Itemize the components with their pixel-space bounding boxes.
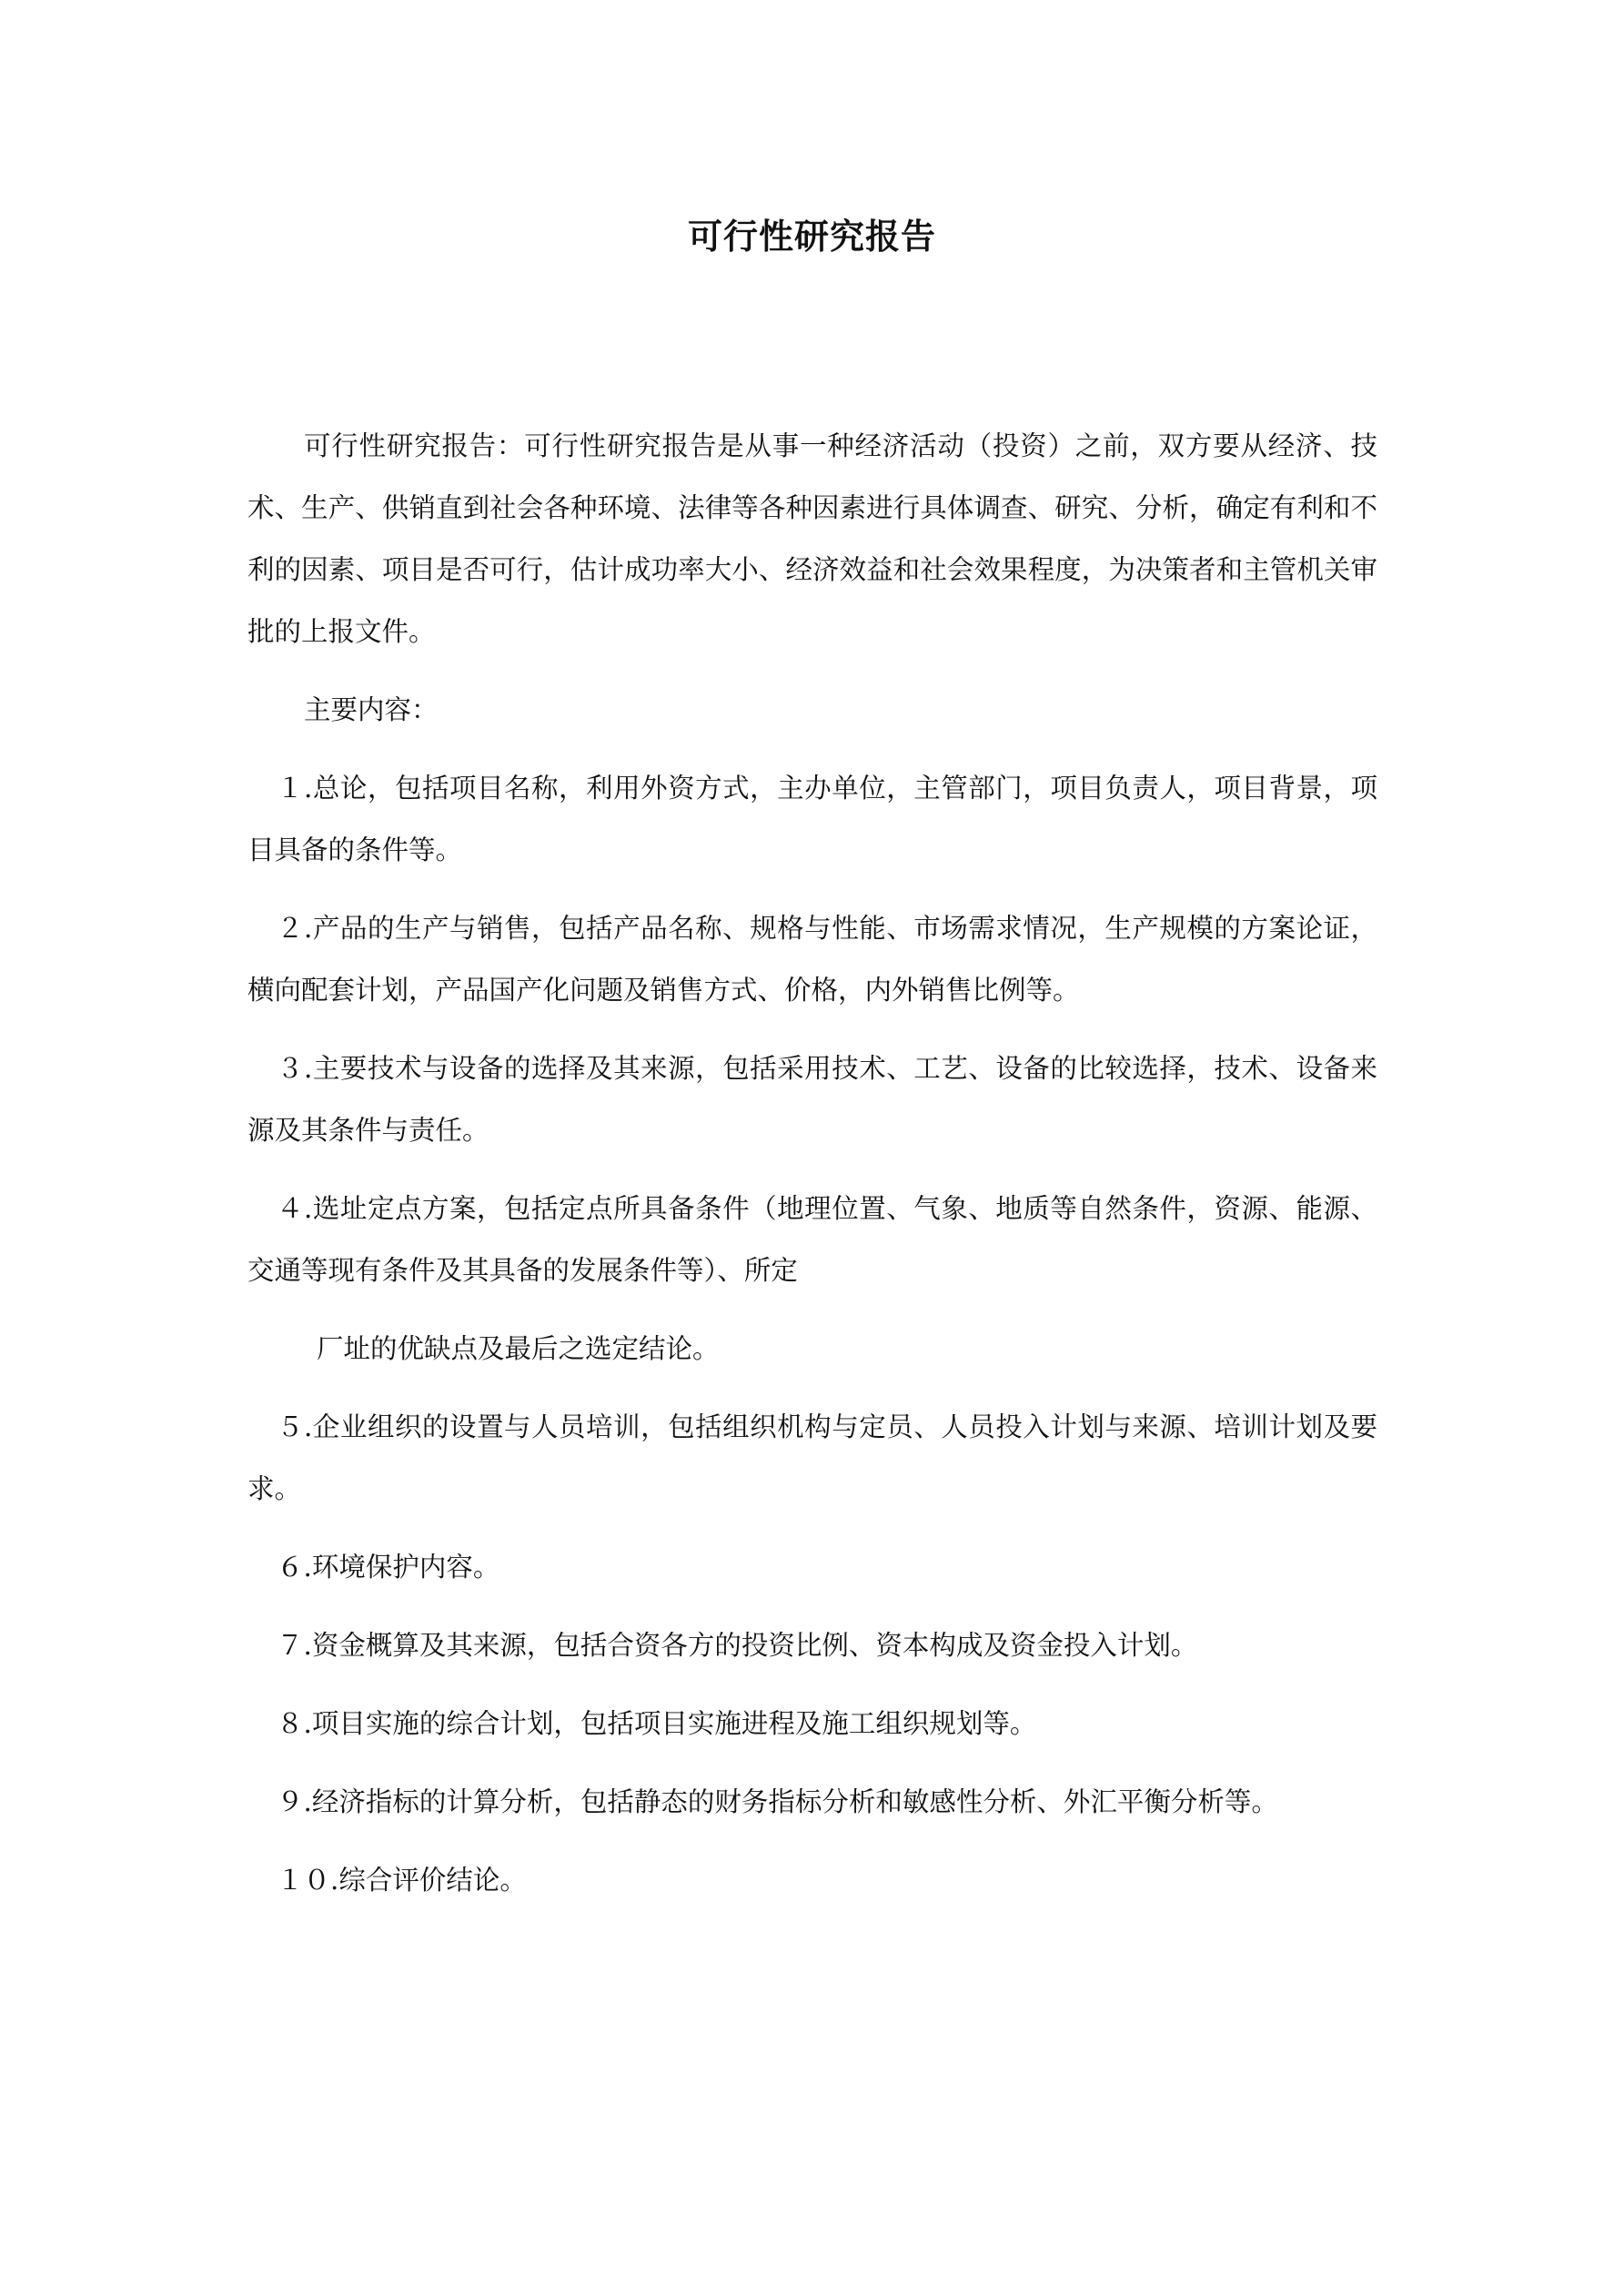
document-title: 可行性研究报告	[687, 217, 936, 257]
list-item-2: ２.产品的生产与销售，包括产品名称、规格与性能、市场需求情况，生产规模的方案论证，横向配套计划，产品国产化问题及销售方式、价格，内外销售比例等。	[247, 913, 1377, 1006]
list-item-10: １０.综合评价结论。	[277, 1865, 527, 1896]
list-item-4: ４.选址定点方案，包括定点所具备条件（地理位置、气象、地质等自然条件，资源、能源、交通等现有条件及其具备的发展条件等）、所定	[247, 1193, 1377, 1286]
list-item-6: ６.环境保护内容。	[277, 1552, 500, 1583]
list-item-1: １.总论，包括项目名称，利用外资方式，主办单位，主管部门，项目负责人，项目背景，项目具备的条件等。	[247, 773, 1377, 865]
list-item-3: ３.主要技术与设备的选择及其来源，包括采用技术、工艺、设备的比较选择，技术、设备来源及其条件与责任。	[247, 1053, 1377, 1146]
document-body	[247, 415, 1377, 1911]
paragraph-main-content-heading: 主要内容：	[304, 694, 439, 725]
list-item-7: ７.资金概算及其来源，包括合资各方的投资比例、资本构成及资金投入计划。	[277, 1630, 1198, 1661]
paragraph-intro: 可行性研究报告：可行性研究报告是从事一种经济活动（投资）之前，双方要从经济、技术、生产、供销直到社会各种环境、法律等各种因素进行具体调查、研究、分析，确定有利和不利的因素、项目是否可行，估计成功率大小、经济效益和社会效果程度，为决策者和主管机关审批的上报文件。	[247, 430, 1377, 647]
list-item-4-continued: 厂址的优缺点及最后之选定结论。	[317, 1333, 720, 1364]
list-item-9: ９.经济指标的计算分析，包括静态的财务指标分析和敏感性分析、外汇平衡分析等。	[277, 1786, 1278, 1817]
list-item-8: ８.项目实施的综合计划，包括项目实施进程及施工组织规划等。	[277, 1708, 1037, 1739]
list-item-5: ５.企业组织的设置与人员培训，包括组织机构与定员、人员投入计划与来源、培训计划及要求。	[247, 1411, 1377, 1504]
